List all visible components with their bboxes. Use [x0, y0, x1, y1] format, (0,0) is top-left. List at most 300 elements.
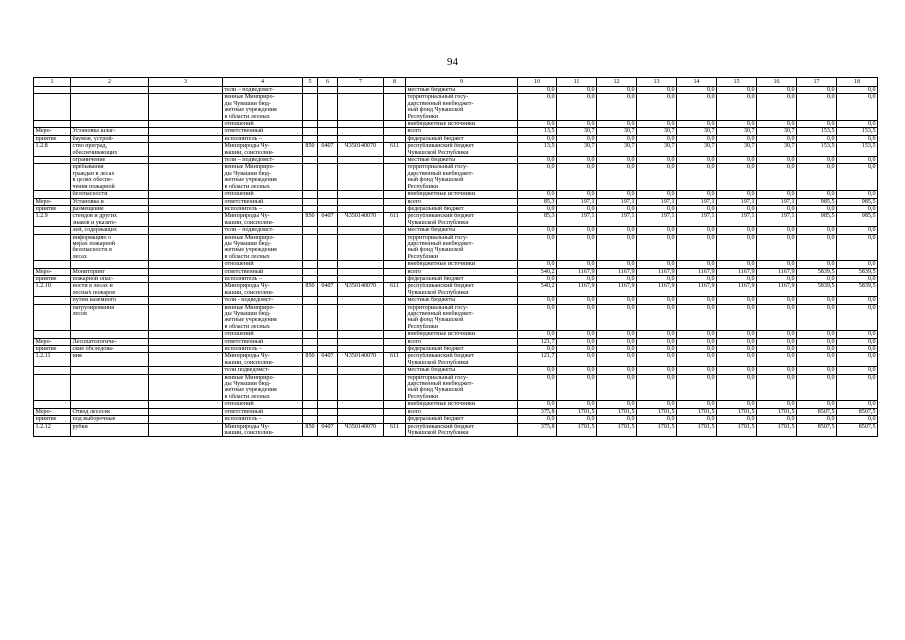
code-cell: 611	[384, 423, 406, 437]
value-cell: 0,0	[518, 227, 557, 234]
value-cell: 0,0	[797, 367, 837, 374]
value-cell: 0,0	[717, 338, 757, 345]
value-cell: 0,0	[757, 261, 797, 268]
value-cell: 197,1	[557, 198, 597, 205]
participant-cell	[149, 227, 223, 234]
value-cell: 0,0	[837, 121, 878, 128]
measure-label-cell	[34, 374, 71, 401]
column-number-2: 2	[71, 78, 149, 87]
measure-label-cell: приятие	[34, 205, 71, 212]
measure-name-cell: ские обследова-	[71, 346, 149, 353]
value-cell: 0,0	[518, 261, 557, 268]
value-cell: 8507,5	[837, 408, 878, 415]
value-cell: 0,0	[837, 416, 878, 423]
executor-cell: исполнитель –	[223, 275, 303, 282]
value-cell: 0,0	[837, 374, 878, 401]
value-cell: 1701,5	[677, 408, 717, 415]
value-cell: 0,0	[797, 416, 837, 423]
code-cell: 850	[303, 283, 318, 297]
value-cell: 0,0	[677, 367, 717, 374]
value-cell: 0,0	[557, 135, 597, 142]
measure-name-cell: безопасности	[71, 191, 149, 198]
executor-cell: тели – подведомст-	[223, 227, 303, 234]
code-cell	[384, 94, 406, 121]
code-cell	[303, 416, 318, 423]
code-cell	[318, 304, 338, 331]
value-cell: 0,0	[717, 135, 757, 142]
table-row	[34, 408, 878, 415]
value-cell: 0,0	[757, 164, 797, 191]
funding-source-cell: всего	[406, 408, 518, 415]
value-cell: 0,0	[597, 275, 637, 282]
code-cell	[318, 297, 338, 304]
value-cell: 0,0	[797, 205, 837, 212]
measure-name-cell	[71, 374, 149, 401]
value-cell: 0,0	[557, 227, 597, 234]
table-row	[34, 275, 878, 282]
participant-cell	[149, 353, 223, 367]
column-number-12: 12	[597, 78, 637, 87]
participant-cell	[149, 191, 223, 198]
value-cell: 0,0	[717, 234, 757, 261]
executor-cell: венные Минприро- ды Чувашии бюд- жетные учреждения в области лесных	[223, 374, 303, 401]
value-cell: 0,0	[557, 121, 597, 128]
funding-source-cell: федеральный бюджет	[406, 135, 518, 142]
table-row	[34, 331, 878, 338]
code-cell	[303, 338, 318, 345]
funding-source-cell: республиканский бюджет Чувашской Республики	[406, 283, 518, 297]
table-row	[34, 128, 878, 135]
code-cell	[384, 408, 406, 415]
code-cell	[384, 121, 406, 128]
value-cell: 0,0	[837, 297, 878, 304]
table-row	[34, 198, 878, 205]
funding-source-cell: внебюджетные источники	[406, 191, 518, 198]
value-cell: 0,0	[637, 87, 677, 94]
executor-cell: венные Минприро- ды Чувашии бюд- жетные учреждения в области лесных	[223, 234, 303, 261]
code-cell: 611	[384, 143, 406, 157]
value-cell: 0,0	[637, 164, 677, 191]
value-cell: 0,0	[677, 338, 717, 345]
value-cell: 0,0	[637, 374, 677, 401]
value-cell: 0,0	[597, 121, 637, 128]
code-cell	[318, 408, 338, 415]
code-cell: Ч350140070	[338, 143, 384, 157]
value-cell: 0,0	[797, 227, 837, 234]
value-cell: 0,0	[637, 261, 677, 268]
participant-cell	[149, 423, 223, 437]
table-row	[34, 121, 878, 128]
executor-cell: тели подведомст-	[223, 367, 303, 374]
participant-cell	[149, 338, 223, 345]
value-cell: 0,0	[637, 304, 677, 331]
executor-cell: тели – подведомст-	[223, 157, 303, 164]
table-row	[34, 416, 878, 423]
value-cell: 197,1	[757, 198, 797, 205]
value-cell: 85,3	[518, 198, 557, 205]
value-cell: 5839,5	[837, 268, 878, 275]
participant-cell	[149, 283, 223, 297]
executor-cell: отношений	[223, 401, 303, 408]
value-cell: 0,0	[637, 121, 677, 128]
measure-name-cell	[71, 121, 149, 128]
value-cell: 0,0	[837, 205, 878, 212]
measure-name-cell: под выборочные	[71, 416, 149, 423]
table-row	[34, 234, 878, 261]
code-cell: 611	[384, 213, 406, 227]
code-cell: 850	[303, 213, 318, 227]
code-cell	[338, 164, 384, 191]
value-cell: 0,0	[717, 416, 757, 423]
code-cell	[303, 164, 318, 191]
value-cell: 0,0	[557, 374, 597, 401]
table-row	[34, 423, 878, 437]
value-cell: 5839,5	[797, 268, 837, 275]
code-cell	[318, 234, 338, 261]
executor-cell: Минприроды Чу- вашии, соисполни-	[223, 423, 303, 437]
value-cell: 0,0	[797, 87, 837, 94]
value-cell: 0,0	[677, 346, 717, 353]
value-cell: 0,0	[717, 353, 757, 367]
executor-cell: отношений	[223, 121, 303, 128]
value-cell: 0,0	[717, 261, 757, 268]
code-cell: 850	[303, 353, 318, 367]
funding-source-cell: территориальный госу- дарственный внебюджет- ный фонд Чувашской Республики	[406, 94, 518, 121]
value-cell: 0,0	[717, 297, 757, 304]
code-cell: 850	[303, 143, 318, 157]
measure-label-cell: приятие	[34, 346, 71, 353]
executor-cell: тели - подведомст-	[223, 297, 303, 304]
value-cell: 1167,9	[597, 283, 637, 297]
code-cell	[338, 198, 384, 205]
value-cell: 0,0	[757, 227, 797, 234]
value-cell: 13,5	[518, 128, 557, 135]
measure-label-cell	[34, 297, 71, 304]
code-cell	[318, 331, 338, 338]
value-cell: 0,0	[637, 157, 677, 164]
executor-cell: ответственный	[223, 128, 303, 135]
code-cell	[384, 416, 406, 423]
value-cell: 0,0	[757, 205, 797, 212]
code-cell	[338, 297, 384, 304]
measure-label-cell: Меро-	[34, 338, 71, 345]
value-cell: 0,0	[557, 401, 597, 408]
value-cell: 0,0	[757, 157, 797, 164]
value-cell: 1167,9	[677, 268, 717, 275]
code-cell	[384, 205, 406, 212]
table-row	[34, 213, 878, 227]
value-cell: 0,0	[557, 367, 597, 374]
code-cell	[338, 408, 384, 415]
code-cell	[384, 374, 406, 401]
participant-cell	[149, 205, 223, 212]
code-cell	[338, 374, 384, 401]
measure-name-cell: баумов, устрой-	[71, 135, 149, 142]
value-cell: 1701,5	[677, 423, 717, 437]
value-cell: 0,0	[597, 227, 637, 234]
value-cell: 0,0	[797, 234, 837, 261]
funding-source-cell: республиканский бюджет Чувашской Республики	[406, 423, 518, 437]
code-cell	[384, 164, 406, 191]
value-cell: 0,0	[797, 121, 837, 128]
table-row	[34, 283, 878, 297]
code-cell	[318, 164, 338, 191]
value-cell: 1167,9	[637, 268, 677, 275]
value-cell: 0,0	[797, 94, 837, 121]
code-cell	[384, 338, 406, 345]
table-row	[34, 135, 878, 142]
measure-label-cell	[34, 367, 71, 374]
value-cell: 1701,5	[597, 408, 637, 415]
value-cell: 0,0	[518, 157, 557, 164]
value-cell: 197,1	[637, 213, 677, 227]
participant-cell	[149, 213, 223, 227]
value-cell: 0,0	[837, 275, 878, 282]
value-cell: 0,0	[557, 346, 597, 353]
funding-source-cell: всего	[406, 268, 518, 275]
measure-name-cell: информацию о мерах пожарной безопасности в лесах	[71, 234, 149, 261]
value-cell: 0,0	[597, 374, 637, 401]
value-cell: 1167,9	[557, 283, 597, 297]
code-cell	[338, 367, 384, 374]
measure-label-cell	[34, 234, 71, 261]
code-cell	[338, 268, 384, 275]
column-number-14: 14	[677, 78, 717, 87]
code-cell	[338, 87, 384, 94]
funding-source-cell: внебюджетные источники	[406, 331, 518, 338]
value-cell: 0,0	[637, 346, 677, 353]
code-cell	[318, 261, 338, 268]
value-cell: 0,0	[797, 157, 837, 164]
value-cell: 0,0	[837, 401, 878, 408]
value-cell: 1701,5	[637, 408, 677, 415]
value-cell: 0,0	[757, 234, 797, 261]
value-cell: 0,0	[797, 338, 837, 345]
code-cell: 0407	[318, 353, 338, 367]
measure-label-cell: Меро-	[34, 128, 71, 135]
code-cell	[318, 87, 338, 94]
value-cell: 985,5	[837, 213, 878, 227]
value-cell: 0,0	[677, 353, 717, 367]
value-cell: 0,0	[677, 191, 717, 198]
measure-name-cell	[71, 401, 149, 408]
value-cell: 0,0	[797, 331, 837, 338]
value-cell: 0,0	[677, 121, 717, 128]
value-cell: 0,0	[637, 205, 677, 212]
executor-cell: отношений	[223, 331, 303, 338]
measure-label-cell: Меро-	[34, 268, 71, 275]
table-row	[34, 374, 878, 401]
measure-label-cell: приятие	[34, 135, 71, 142]
value-cell: 0,0	[837, 227, 878, 234]
value-cell: 0,0	[677, 261, 717, 268]
value-cell: 0,0	[518, 346, 557, 353]
value-cell: 197,1	[677, 213, 717, 227]
value-cell: 0,0	[837, 94, 878, 121]
participant-cell	[149, 416, 223, 423]
column-number-1: 1	[34, 78, 71, 87]
value-cell: 0,0	[677, 297, 717, 304]
value-cell: 0,0	[557, 353, 597, 367]
code-cell: 850	[303, 423, 318, 437]
value-cell: 0,0	[597, 401, 637, 408]
value-cell: 375,8	[518, 423, 557, 437]
executor-cell: ответственный	[223, 268, 303, 275]
value-cell: 0,0	[597, 416, 637, 423]
measure-label-cell: Меро-	[34, 198, 71, 205]
executor-cell: ответственный	[223, 338, 303, 345]
participant-cell	[149, 261, 223, 268]
value-cell: 0,0	[717, 121, 757, 128]
value-cell: 0,0	[518, 304, 557, 331]
table-row	[34, 346, 878, 353]
code-cell	[318, 268, 338, 275]
code-cell	[384, 261, 406, 268]
measure-name-cell: патрулирования лесов	[71, 304, 149, 331]
value-cell: 0,0	[797, 346, 837, 353]
value-cell: 85,3	[518, 213, 557, 227]
funding-source-cell: местные бюджеты	[406, 157, 518, 164]
participant-cell	[149, 135, 223, 142]
value-cell: 0,0	[757, 331, 797, 338]
code-cell: 0407	[318, 143, 338, 157]
code-cell	[338, 416, 384, 423]
value-cell: 0,0	[597, 304, 637, 331]
value-cell: 0,0	[637, 353, 677, 367]
executor-cell: венные Минприро- ды Чувашии бюд- жетные учреждения в области лесных	[223, 94, 303, 121]
value-cell: 5839,5	[797, 283, 837, 297]
value-cell: 1167,9	[757, 283, 797, 297]
value-cell: 0,0	[757, 338, 797, 345]
value-cell: 0,0	[518, 401, 557, 408]
code-cell	[318, 191, 338, 198]
measure-label-cell: приятие	[34, 275, 71, 282]
executor-cell: отношений	[223, 261, 303, 268]
funding-source-cell: федеральный бюджет	[406, 205, 518, 212]
participant-cell	[149, 94, 223, 121]
code-cell: 611	[384, 353, 406, 367]
code-cell	[318, 346, 338, 353]
value-cell: 0,0	[597, 338, 637, 345]
value-cell: 0,0	[557, 87, 597, 94]
value-cell: 0,0	[837, 157, 878, 164]
code-cell: Ч350140070	[338, 213, 384, 227]
value-cell: 30,7	[597, 143, 637, 157]
value-cell: 153,5	[797, 143, 837, 157]
column-number-3: 3	[149, 78, 223, 87]
participant-cell	[149, 408, 223, 415]
value-cell: 0,0	[597, 234, 637, 261]
column-number-10: 10	[518, 78, 557, 87]
value-cell: 0,0	[797, 275, 837, 282]
value-cell: 0,0	[637, 275, 677, 282]
measure-label-cell: 1.2.12	[34, 423, 71, 437]
value-cell: 1167,9	[717, 268, 757, 275]
participant-cell	[149, 374, 223, 401]
value-cell: 0,0	[757, 353, 797, 367]
code-cell	[303, 128, 318, 135]
funding-source-cell: местные бюджеты	[406, 297, 518, 304]
code-cell	[384, 268, 406, 275]
code-cell	[338, 135, 384, 142]
value-cell: 0,0	[717, 227, 757, 234]
column-number-8: 8	[384, 78, 406, 87]
value-cell: 0,0	[717, 346, 757, 353]
value-cell: 0,0	[557, 234, 597, 261]
value-cell: 0,0	[757, 191, 797, 198]
value-cell: 0,0	[518, 164, 557, 191]
column-number-15: 15	[717, 78, 757, 87]
code-cell	[384, 331, 406, 338]
measure-label-cell	[34, 331, 71, 338]
code-cell: 611	[384, 283, 406, 297]
code-cell	[303, 234, 318, 261]
value-cell: 0,0	[677, 164, 717, 191]
participant-cell	[149, 275, 223, 282]
value-cell: 0,0	[837, 87, 878, 94]
executor-cell: исполнитель –	[223, 346, 303, 353]
value-cell: 0,0	[837, 261, 878, 268]
column-number-16: 16	[757, 78, 797, 87]
value-cell: 1167,9	[717, 283, 757, 297]
value-cell: 0,0	[518, 205, 557, 212]
measure-label-cell: 1.2.11	[34, 353, 71, 367]
value-cell: 0,0	[557, 157, 597, 164]
value-cell: 1167,9	[757, 268, 797, 275]
value-cell: 0,0	[637, 191, 677, 198]
participant-cell	[149, 304, 223, 331]
funding-source-cell: местные бюджеты	[406, 227, 518, 234]
table-row	[34, 87, 878, 94]
value-cell: 0,0	[557, 338, 597, 345]
value-cell: 540,2	[518, 268, 557, 275]
participant-cell	[149, 198, 223, 205]
measure-name-cell: лей, содержащих	[71, 227, 149, 234]
value-cell: 0,0	[837, 304, 878, 331]
value-cell: 0,0	[637, 234, 677, 261]
value-cell: 0,0	[717, 401, 757, 408]
executor-cell: Минприроды Чу- вашии, соисполни-	[223, 353, 303, 367]
value-cell: 197,1	[677, 198, 717, 205]
funding-source-cell: территориальный госу- дарственный внебюджет- ный фонд Чувашской Республики	[406, 374, 518, 401]
value-cell: 0,0	[637, 135, 677, 142]
measure-label-cell: 1.2.8	[34, 143, 71, 157]
table-row	[34, 268, 878, 275]
table-row	[34, 338, 878, 345]
code-cell	[338, 157, 384, 164]
code-cell	[338, 227, 384, 234]
code-cell	[338, 331, 384, 338]
value-cell: 197,1	[717, 213, 757, 227]
funding-source-cell: местные бюджеты	[406, 87, 518, 94]
value-cell: 30,7	[757, 128, 797, 135]
code-cell: 0407	[318, 283, 338, 297]
value-cell: 0,0	[637, 297, 677, 304]
funding-source-cell: федеральный бюджет	[406, 275, 518, 282]
value-cell: 0,0	[717, 374, 757, 401]
executor-cell: венные Минприро- ды Чувашии бюд- жетные учреждения в области лесных	[223, 304, 303, 331]
value-cell: 0,0	[518, 94, 557, 121]
funding-source-cell: федеральный бюджет	[406, 416, 518, 423]
table-row	[34, 94, 878, 121]
executor-cell: тели – подведомст-	[223, 87, 303, 94]
executor-cell: исполнитель –	[223, 205, 303, 212]
value-cell: 153,5	[837, 143, 878, 157]
code-cell	[384, 297, 406, 304]
code-cell	[318, 227, 338, 234]
value-cell: 1701,5	[557, 423, 597, 437]
value-cell: 0,0	[757, 121, 797, 128]
